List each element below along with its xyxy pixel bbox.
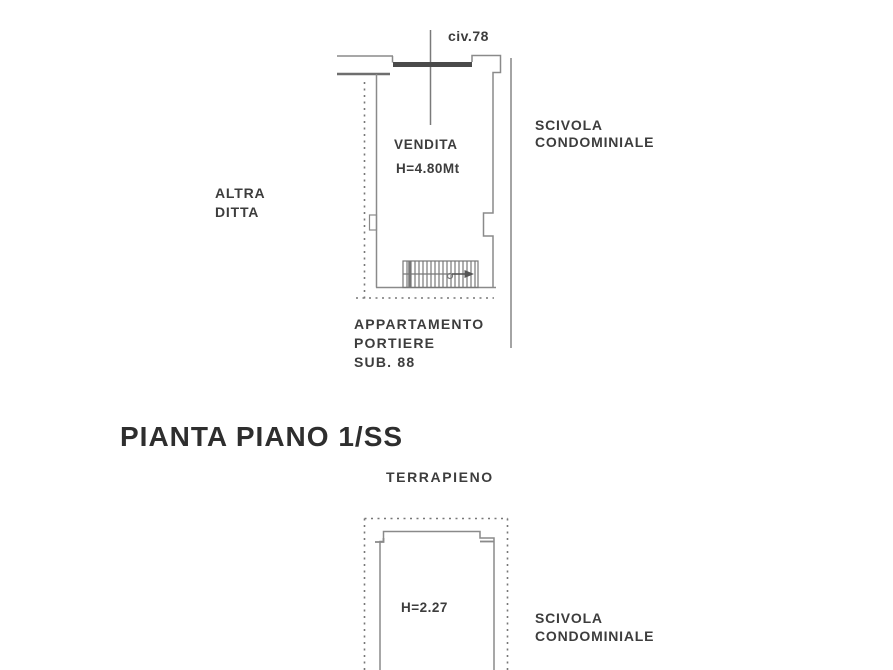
neighbor-bottom-line3: SUB. 88 (354, 354, 416, 370)
neighbor-left-line1: ALTRA (215, 185, 266, 201)
neighbor-right-upper (535, 117, 654, 151)
stair-direction-arrow (465, 270, 475, 278)
staircase-symbol (403, 261, 478, 288)
neighbor-right-upper-line1: SCIVOLA (535, 117, 603, 133)
neighbor-bottom-line2: PORTIERE (354, 335, 436, 351)
room-height-lower: H=2.27 (401, 600, 448, 615)
neighbor-right-lower-line1: SCIVOLA (535, 610, 603, 626)
neighbor-left-upper (215, 184, 265, 222)
neighbor-right-upper-line2: CONDOMINIALE (535, 134, 655, 150)
lower-plan-walls (365, 519, 509, 670)
terrapieno-label: TERRAPIENO (386, 469, 494, 485)
neighbor-bottom-line1: APPARTAMENTO (354, 316, 485, 332)
neighbor-left-line2: DITTA (215, 204, 260, 220)
page-title: PIANTA PIANO 1/SS (120, 421, 404, 452)
room-height-upper: H=4.80Mt (396, 161, 460, 176)
room-name-vendita: VENDITA (394, 137, 458, 152)
civ-number-label: civ.78 (448, 28, 489, 44)
upper-plan-walls (337, 30, 511, 348)
neighbor-right-lower (535, 609, 654, 645)
neighbor-bottom-upper (354, 315, 484, 372)
neighbor-right-lower-line2: CONDOMINIALE (535, 628, 655, 644)
